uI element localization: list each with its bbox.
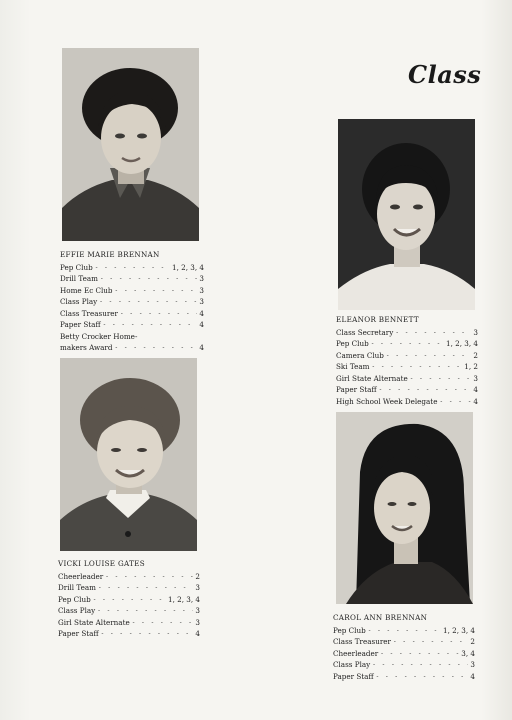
student-name: VICKI LOUISE GATES <box>58 559 145 568</box>
activity-label: Pep Club <box>60 262 93 272</box>
activity-row <box>336 384 478 396</box>
activity-row <box>58 628 200 640</box>
activity-label: Class Play <box>58 606 96 615</box>
activity-label: Drill Team <box>60 274 98 283</box>
activity-label: Paper Staff <box>336 385 377 394</box>
activity-label: Girl State Alternate <box>336 373 408 383</box>
activity-row <box>333 625 475 637</box>
activity-row <box>60 308 204 320</box>
activity-years: 3 <box>195 606 200 615</box>
portrait-photo-effie-brennan <box>62 48 199 241</box>
activity-label: Paper Staff <box>333 671 374 681</box>
activity-row <box>58 571 200 583</box>
activity-label: Class Play <box>60 297 98 306</box>
activity-row <box>336 338 478 350</box>
page-heading: Class <box>408 60 482 89</box>
activity-label: Pep Club <box>336 339 369 348</box>
activity-years: 3 <box>199 297 204 306</box>
activity-row <box>336 327 478 339</box>
activity-label: Camera Club <box>336 350 384 360</box>
activity-row <box>58 617 200 629</box>
activity-label: Paper Staff <box>60 320 101 329</box>
student-entry-vicki <box>58 558 200 640</box>
activity-label: Class Secretary <box>336 327 394 337</box>
activity-years: 2 <box>470 637 475 646</box>
activity-label: makers Award <box>60 343 113 352</box>
activity-years: 4 <box>199 343 204 352</box>
activity-row <box>333 636 475 648</box>
activity-row <box>60 285 204 297</box>
activity-years: 1, 2, 3, 4 <box>168 594 200 604</box>
activity-row <box>333 648 475 660</box>
activity-years: 1, 2, 3, 4 <box>172 262 204 272</box>
activity-years: 3 <box>470 660 475 669</box>
activity-label: Class Treasurer <box>60 308 118 318</box>
portrait-photo-vicki-gates <box>60 358 197 551</box>
activity-years: 4 <box>199 320 204 329</box>
activity-label: Drill Team <box>58 583 96 592</box>
activity-label: Ski Team <box>336 362 370 371</box>
activity-row <box>60 273 204 285</box>
activity-row <box>336 361 478 373</box>
activity-label: High School Week Delegate <box>336 396 438 406</box>
activity-label: Pep Club <box>333 625 366 635</box>
activity-years: 3 <box>199 274 204 283</box>
activity-years: 3 <box>473 373 478 383</box>
activity-row <box>336 396 478 408</box>
portrait-photo-carol-brennan <box>336 412 473 604</box>
activity-years: 1, 2 <box>464 362 478 371</box>
activity-years: 2 <box>195 571 200 581</box>
activity-row <box>60 319 204 331</box>
activity-label: Girl State Alternate <box>58 617 130 627</box>
activity-label: Betty Crocker Home- <box>60 331 138 341</box>
activity-years: 4 <box>195 629 200 638</box>
activity-years: 1, 2, 3, 4 <box>443 625 475 635</box>
activity-label: Class Play <box>333 660 371 669</box>
student-entry-effie <box>60 249 204 354</box>
activity-row <box>58 605 200 617</box>
activity-years: 3 <box>199 285 204 295</box>
activity-row <box>60 342 204 354</box>
activity-label: Paper Staff <box>58 629 99 638</box>
student-entry-eleanor <box>336 314 478 407</box>
activity-years: 4 <box>473 396 478 406</box>
activity-row <box>58 582 200 594</box>
activity-label: Class Treasurer <box>333 637 391 646</box>
activity-years: 4 <box>473 385 478 394</box>
activity-years: 2 <box>473 350 478 360</box>
student-name: ELEANOR BENNETT <box>336 315 419 324</box>
activity-row <box>333 671 475 683</box>
activity-years: 1, 2, 3, 4 <box>446 339 478 348</box>
activity-years: 3 <box>473 327 478 337</box>
activity-label: Cheerleader <box>333 648 379 658</box>
activity-row <box>58 594 200 606</box>
student-name: EFFIE MARIE BRENNAN <box>60 250 160 259</box>
activity-label: Home Ec Club <box>60 285 113 295</box>
activity-years: 3 <box>195 617 200 627</box>
activity-row <box>336 350 478 362</box>
student-entry-carol <box>333 612 475 682</box>
activity-label: Cheerleader <box>58 571 104 581</box>
student-name: CAROL ANN BRENNAN <box>333 613 428 622</box>
portrait-photo-eleanor-bennett <box>338 119 475 310</box>
activity-row <box>60 262 204 274</box>
activity-years: 3 <box>195 583 200 592</box>
activity-row <box>60 331 204 343</box>
activity-row <box>333 659 475 671</box>
activity-years: 3, 4 <box>461 648 475 658</box>
activity-row <box>336 373 478 385</box>
activity-years: 4 <box>470 671 475 681</box>
activity-years: 4 <box>199 308 204 318</box>
activity-row <box>60 296 204 308</box>
activity-label: Pep Club <box>58 594 91 604</box>
